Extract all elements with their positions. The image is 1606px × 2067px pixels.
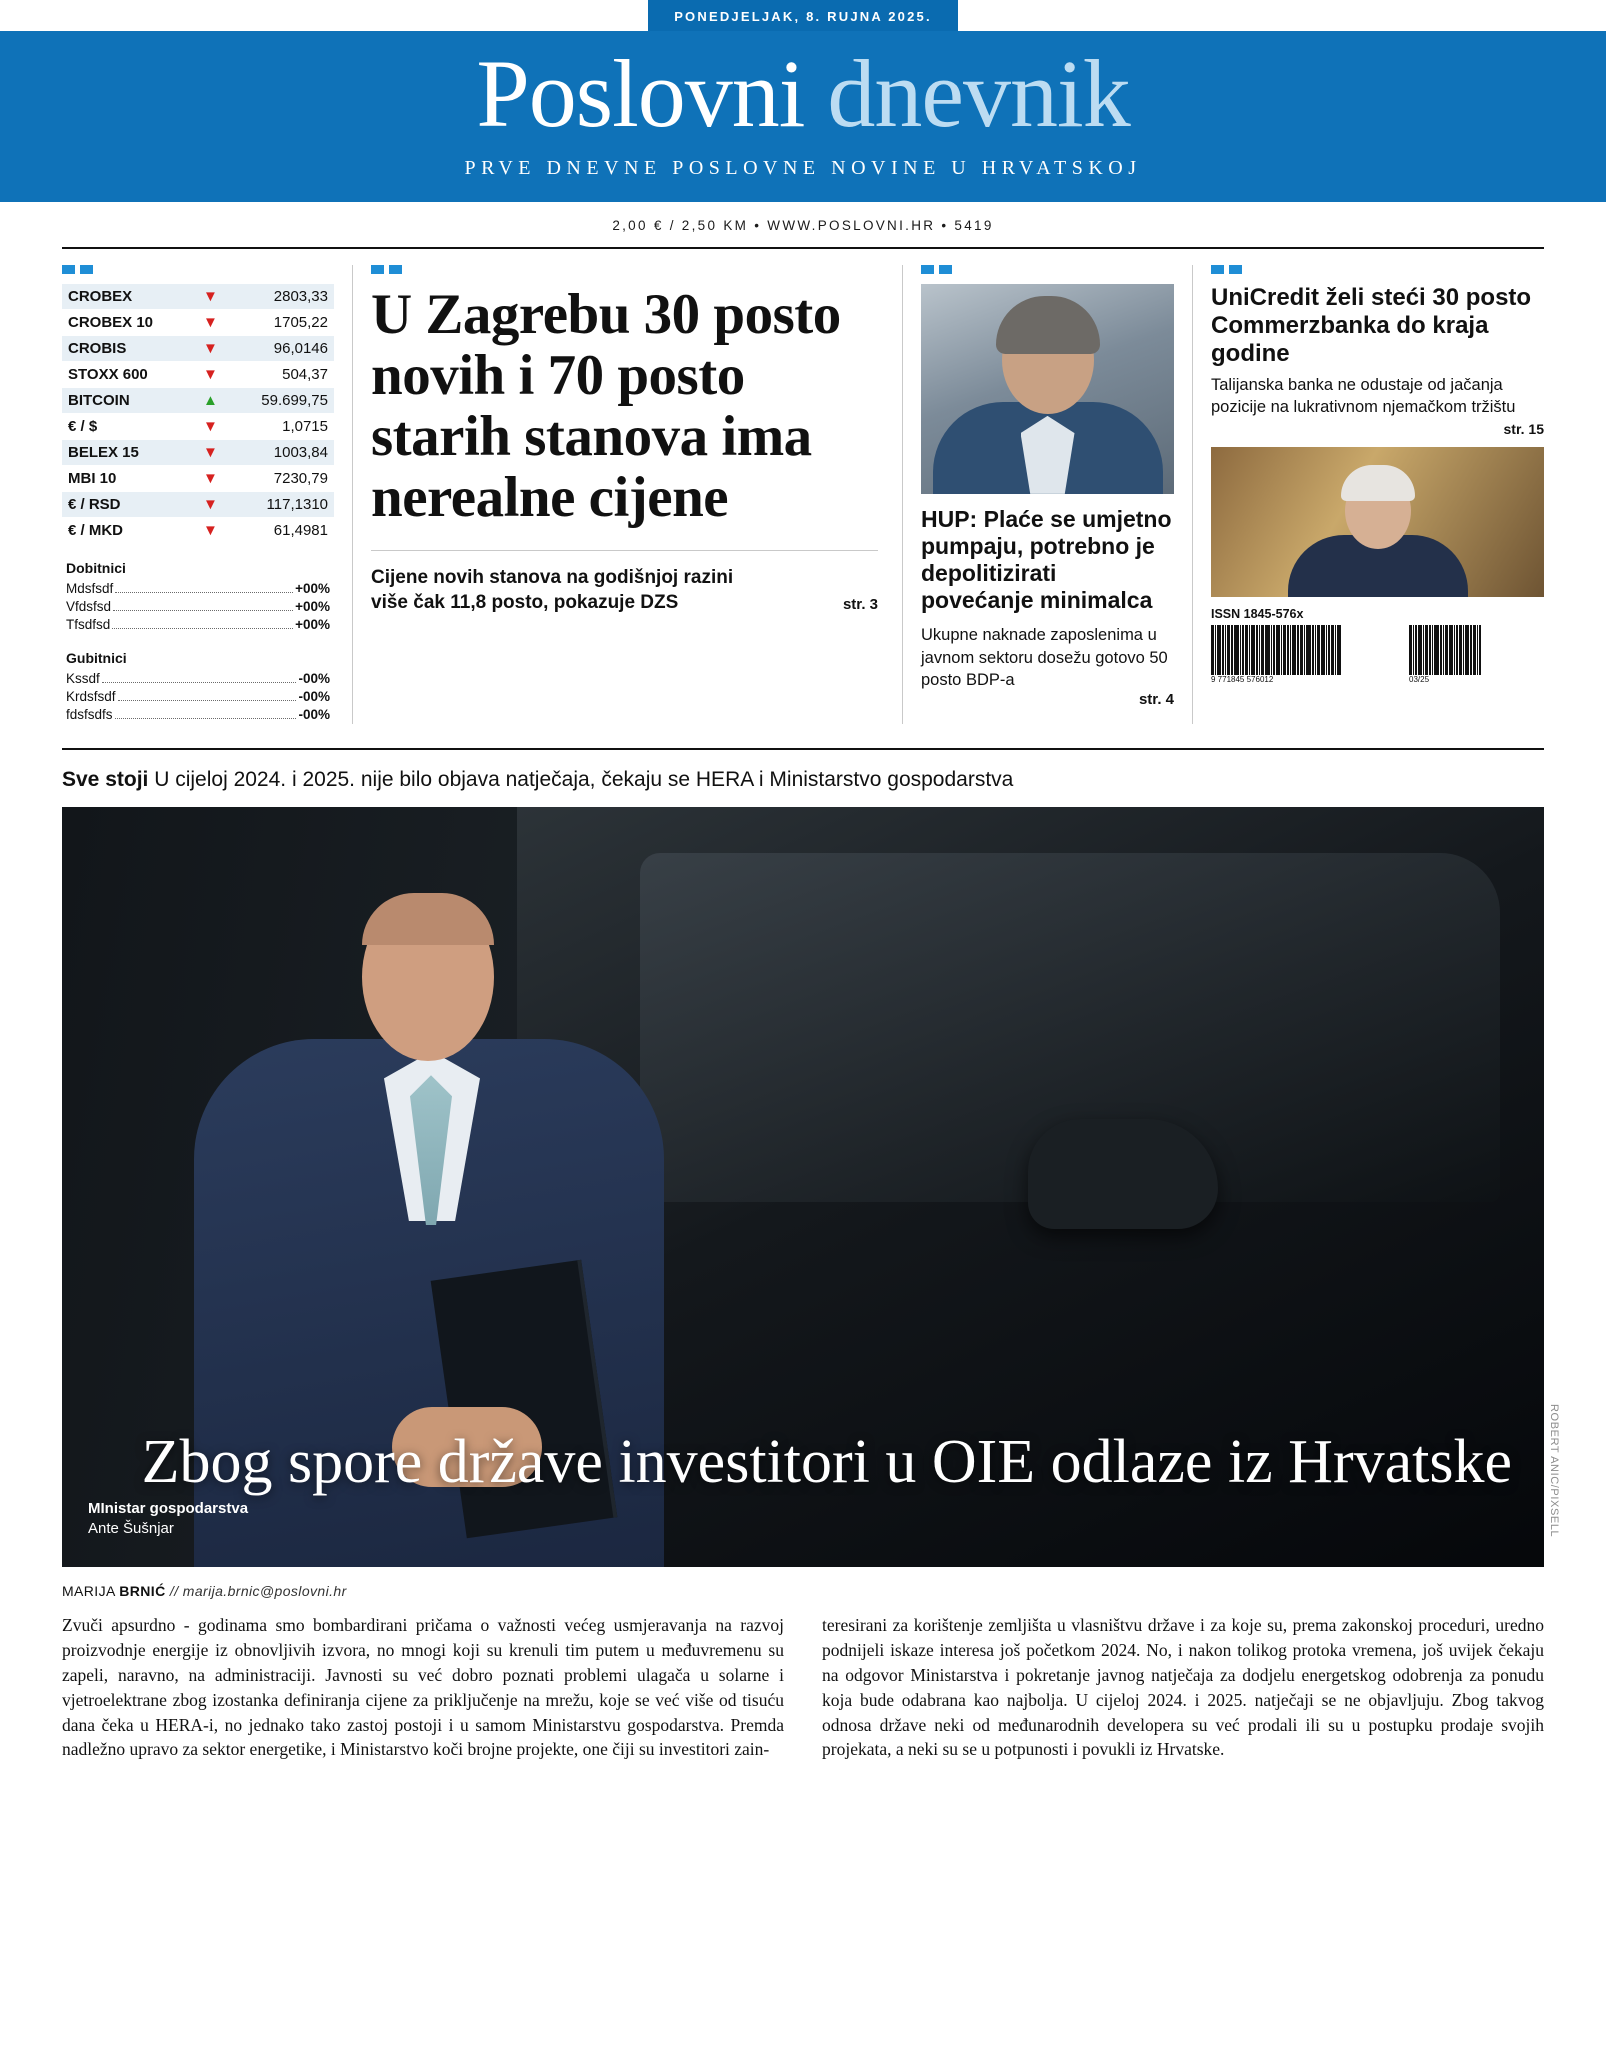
byline (62, 1583, 1544, 1599)
loser-name: Krdsfsdf (66, 688, 116, 704)
gainers-heading: Dobitnici (66, 559, 126, 576)
table-row (62, 413, 334, 439)
list-item (62, 580, 334, 598)
unicredit-page-ref: str. 15 (1503, 421, 1544, 438)
gainer-pct: +00% (295, 616, 330, 632)
byline-email[interactable]: // marija.brnic@poslovni.hr (169, 1583, 347, 1600)
hero-caption-name: Ante Šušnjar (88, 1519, 174, 1537)
table-row (62, 361, 334, 387)
lead-story-column[interactable] (352, 265, 902, 724)
hero-caption (88, 1499, 248, 1540)
lead-subhead-row (371, 550, 878, 615)
barcode-bars (1211, 625, 1391, 675)
market-value: 2803,33 (227, 284, 334, 310)
list-item (62, 706, 334, 724)
lead-subhead: Cijene novih stanova na godišnjoj razini više čak 11,8 posto, pokazuje DZS (371, 566, 734, 613)
market-value: 59.699,75 (227, 387, 334, 413)
barcode-bars (1409, 625, 1519, 675)
hero-wrapper (62, 807, 1560, 1567)
photo-hair-shape (996, 296, 1100, 354)
strip-kicker: Sve stoji (62, 767, 149, 791)
loser-pct: -00% (298, 706, 330, 722)
dot-leader (102, 682, 297, 683)
loser-pct: -00% (298, 688, 330, 704)
lead-headline[interactable]: U Zagrebu 30 posto novih i 70 posto starih stanova ima nerealne cijene (371, 282, 841, 529)
barcode-number: 03/25 (1409, 675, 1430, 685)
byline-first-name: MARIJA (62, 1583, 115, 1600)
arrow-down-icon: ▼ (193, 284, 227, 310)
market-value: 7230,79 (227, 465, 334, 491)
hup-footer (921, 691, 1174, 708)
markets-table (62, 284, 334, 544)
barcode-number: 9 771845 576012 (1211, 675, 1274, 685)
masthead-title-light: dnevnik (827, 40, 1130, 147)
section-marker-icon (371, 265, 878, 274)
masthead-title (0, 40, 1606, 147)
section-marker-icon (921, 265, 1174, 274)
market-value: 96,0146 (227, 335, 334, 361)
list-item (62, 598, 334, 616)
masthead-title-dark: Poslovni (476, 40, 805, 147)
market-name: STOXX 600 (62, 361, 193, 387)
article-column-2 (822, 1613, 1544, 1762)
hero-photo (62, 807, 1544, 1567)
gainer-name: Tfsdfsd (66, 616, 111, 632)
photo-car-mirror-shape (1028, 1119, 1218, 1229)
top-section (62, 249, 1544, 724)
table-row (62, 517, 334, 543)
hup-photo (921, 284, 1174, 494)
arrow-down-icon: ▼ (193, 517, 227, 543)
arrow-down-icon: ▼ (193, 465, 227, 491)
gainer-pct: +00% (295, 598, 330, 614)
photo-hair-shape (1341, 465, 1415, 501)
list-item (62, 616, 334, 634)
hero-headline[interactable]: Zbog spore države investitori u OIE odlaze iz Hrvatske (141, 1427, 1512, 1496)
byline-last-name: BRNIĆ (119, 1583, 166, 1600)
market-value: 61,4981 (227, 517, 334, 543)
article-paragraph: teresirani za korištenje zemljišta u vlasništvu države i za koje su, prema zakonskoj proceduri, uredno podnijeli iskaze interesa još početkom 2024. No, i nakon tolikog protoka vremena, još uvijek čekaju na odgovor Ministarstva i pokretanje javnog natječaja za dodjelu energetskog odobrenja za ponudu koja bude odabrana kao najbolja. U cijeloj 2024. i 2025. natječaji se ne objavljuju. Zbog takvog odnosa države neki od međunarodnih developera su već prodali ili su u postupku prodaje svojih projekata, a neki su se u potpunosti i povukli iz Hrvatske. (822, 1615, 1544, 1760)
gainer-pct: +00% (295, 580, 330, 596)
table-row (62, 335, 334, 361)
market-name: € / MKD (62, 517, 193, 543)
losers-heading: Gubitnici (66, 649, 127, 666)
table-row (62, 284, 334, 310)
article-column-1 (62, 1613, 784, 1762)
market-name: CROBEX 10 (62, 309, 193, 335)
market-name: CROBIS (62, 335, 193, 361)
market-name: BELEX 15 (62, 439, 193, 465)
table-row (62, 491, 334, 517)
hup-summary: Ukupne naknade zaposlenima u javnom sektoru dosežu gotovo 50 posto BDP-a (921, 626, 1168, 689)
arrow-down-icon: ▼ (193, 413, 227, 439)
unicredit-photo (1211, 447, 1544, 597)
hero-caption-role: MInistar gospodarstva (88, 1499, 249, 1517)
list-item (62, 670, 334, 688)
arrow-down-icon: ▼ (193, 361, 227, 387)
dot-leader (112, 628, 293, 629)
section-strip (62, 748, 1544, 793)
market-name: € / RSD (62, 491, 193, 517)
arrow-down-icon: ▼ (193, 335, 227, 361)
market-value: 504,37 (227, 361, 334, 387)
market-value: 1003,84 (227, 439, 334, 465)
gainer-name: Vfdsfsd (66, 598, 112, 614)
issn-text: ISSN 1845-576x (1211, 607, 1304, 622)
hup-story-column[interactable] (902, 265, 1192, 724)
market-name: BITCOIN (62, 387, 193, 413)
table-row (62, 465, 334, 491)
section-marker-icon (1211, 265, 1544, 274)
dot-leader (115, 592, 293, 593)
dot-leader (118, 700, 297, 701)
date-tab-wrapper (0, 0, 1606, 31)
markets-column (62, 265, 352, 724)
table-row (62, 439, 334, 465)
barcode-right (1409, 625, 1519, 687)
section-marker-icon (62, 265, 334, 274)
article-body (62, 1613, 1544, 1762)
loser-name: Kssdf (66, 670, 100, 686)
table-row (62, 309, 334, 335)
unicredit-story-column[interactable] (1192, 265, 1544, 724)
article-paragraph: Zvuči apsurdno - godinama smo bombardirani pričama o važnosti većeg usmjeravanja na razvoj proizvodnje energije iz obnovljivih izvora, no mnogi koji su krenuli tim putem u međuvremenu su zapeli, naravno, na administraciji. Javnosti su već dobro poznati problemi ulagača u solarne i vjetroelektrane zbog izostanka definiranja cijene za priključenje na mrežu, koje se već više od tisuću dana čeka u HERA-i, no jednako tako zastoj postoji i u samom Ministarstvu gospodarstva. Premda nadležno upravo za sektor energetike, i Ministarstvo koči brojne projekte, one čiji su investitori zain- (62, 1615, 784, 1760)
lead-page-ref: str. 3 (842, 596, 878, 614)
arrow-down-icon: ▼ (193, 309, 227, 335)
dot-leader (113, 610, 293, 611)
market-name: CROBEX (62, 284, 193, 310)
arrow-down-icon: ▼ (193, 491, 227, 517)
loser-name: fdsfsdfs (66, 706, 113, 722)
loser-pct: -00% (298, 670, 330, 686)
gainer-name: Mdsfsdf (66, 580, 114, 596)
unicredit-headline[interactable]: UniCredit želi steći 30 posto Commerzbanka do kraja godine (1211, 283, 1532, 367)
arrow-down-icon: ▼ (193, 439, 227, 465)
barcode-left (1211, 625, 1391, 687)
photo-credit: ROBERT ANIC/PIXSELL (1548, 1403, 1560, 1538)
masthead-tagline: PRVE DNEVNE POSLOVNE NOVINE U HRVATSKOJ (464, 156, 1142, 179)
strip-text: U cijeloj 2024. i 2025. nije bilo objava natječaja, čekaju se HERA i Ministarstvo gospodarstva (154, 767, 1014, 791)
market-value: 1,0715 (227, 413, 334, 439)
table-row (62, 387, 334, 413)
publication-date: PONEDJELJAK, 8. RUJNA 2025. (648, 0, 958, 31)
list-item (62, 688, 334, 706)
barcode-group (1211, 625, 1544, 687)
photo-hair-shape (362, 893, 494, 945)
price-and-site-line: 2,00 € / 2,50 KM • WWW.POSLOVNI.HR • 5419 (62, 202, 1544, 249)
dot-leader (115, 718, 297, 719)
hup-page-ref: str. 4 (1138, 691, 1174, 709)
unicredit-summary: Talijanska banka ne odustaje od jačanja pozicije na lukrativnom njemačkom tržištu (1211, 376, 1516, 417)
masthead (0, 31, 1606, 202)
market-name: MBI 10 (62, 465, 193, 491)
market-value: 117,1310 (227, 491, 334, 517)
hup-headline[interactable]: HUP: Plaće se umjetno pumpaju, potrebno je depolitizirati povećanje minimalca (921, 505, 1172, 614)
market-value: 1705,22 (227, 309, 334, 335)
arrow-up-icon: ▲ (193, 387, 227, 413)
market-name: € / $ (62, 413, 193, 439)
